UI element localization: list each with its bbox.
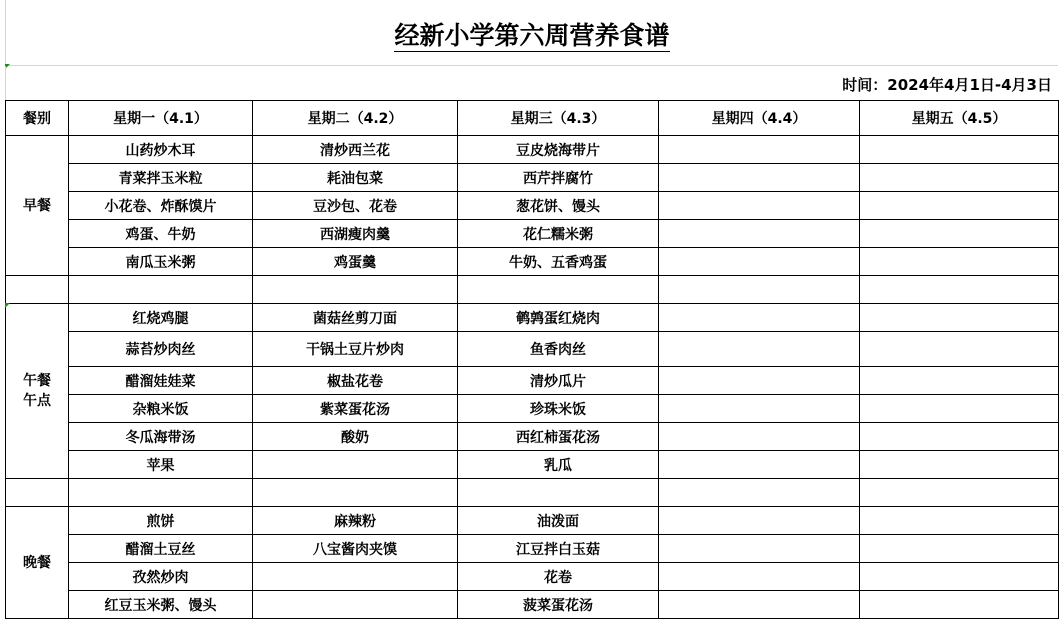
dish-cell xyxy=(860,367,1059,395)
empty-cell xyxy=(6,276,69,304)
dish-cell xyxy=(659,304,860,332)
empty-cell xyxy=(69,479,253,507)
dish-cell xyxy=(659,535,860,563)
dish-cell: 蒜苔炒肉丝 xyxy=(69,332,253,367)
table-row xyxy=(6,164,1059,192)
empty-cell xyxy=(659,479,860,507)
empty-cell xyxy=(6,479,69,507)
meal-label-text: 晚餐 xyxy=(23,554,51,571)
dish-cell xyxy=(860,395,1059,423)
cell-marker-icon xyxy=(5,303,10,308)
dish-cell xyxy=(659,395,860,423)
meal-label-breakfast xyxy=(6,136,69,276)
dish-cell xyxy=(659,164,860,192)
dish-cell: 八宝酱肉夹馍 xyxy=(253,535,458,563)
dish-cell: 乳瓜 xyxy=(458,451,659,479)
dish-cell: 花仁糯米粥 xyxy=(458,220,659,248)
meal-label-text: 午点 xyxy=(23,393,51,409)
spacer-row xyxy=(6,276,1059,304)
dish-cell: 牛奶、五香鸡蛋 xyxy=(458,248,659,276)
dish-cell xyxy=(659,451,860,479)
dish-cell: 西红柿蛋花汤 xyxy=(458,423,659,451)
dish-cell: 青菜拌玉米粒 xyxy=(69,164,253,192)
dish-cell: 油泼面 xyxy=(458,507,659,535)
meal-label-text: 午餐 xyxy=(23,373,51,389)
column-header: 星期二（4.2） xyxy=(253,101,458,136)
empty-cell xyxy=(69,276,253,304)
dish-cell xyxy=(860,304,1059,332)
dish-cell: 红豆玉米粥、馒头 xyxy=(69,591,253,619)
column-header: 星期四（4.4） xyxy=(659,101,860,136)
empty-cell xyxy=(458,276,659,304)
table-row xyxy=(6,535,1059,563)
column-header: 餐别 xyxy=(6,101,69,136)
dish-cell: 山药炒木耳 xyxy=(69,136,253,164)
dish-cell xyxy=(860,192,1059,220)
page-title xyxy=(6,16,1058,52)
dish-cell xyxy=(860,423,1059,451)
dish-cell: 葱花饼、馒头 xyxy=(458,192,659,220)
dish-cell: 醋溜土豆丝 xyxy=(69,535,253,563)
column-header: 星期五（4.5） xyxy=(860,101,1059,136)
dish-cell xyxy=(253,451,458,479)
dish-cell: 花卷 xyxy=(458,563,659,591)
dish-cell xyxy=(860,563,1059,591)
dish-cell xyxy=(860,220,1059,248)
dish-cell xyxy=(659,136,860,164)
empty-cell xyxy=(458,479,659,507)
dish-cell: 鱼香肉丝 xyxy=(458,332,659,367)
dish-cell: 西芹拌腐竹 xyxy=(458,164,659,192)
dish-cell: 鸡蛋、牛奶 xyxy=(69,220,253,248)
dish-cell xyxy=(659,248,860,276)
dish-cell: 煎饼 xyxy=(69,507,253,535)
meal-label-lunch xyxy=(6,304,69,479)
dish-cell: 酸奶 xyxy=(253,423,458,451)
dish-cell xyxy=(860,164,1059,192)
empty-cell xyxy=(659,276,860,304)
dish-cell: 耗油包菜 xyxy=(253,164,458,192)
dish-cell xyxy=(659,192,860,220)
table-row xyxy=(6,563,1059,591)
dish-cell: 干锅土豆片炒肉 xyxy=(253,332,458,367)
dish-cell: 鸡蛋羹 xyxy=(253,248,458,276)
dish-cell xyxy=(659,332,860,367)
column-header: 星期三（4.3） xyxy=(458,101,659,136)
table-row xyxy=(6,423,1059,451)
dish-cell: 紫菜蛋花汤 xyxy=(253,395,458,423)
dish-cell: 豆皮烧海带片 xyxy=(458,136,659,164)
table-row xyxy=(6,332,1059,367)
dish-cell: 清炒瓜片 xyxy=(458,367,659,395)
dish-cell: 孜然炒肉 xyxy=(69,563,253,591)
table-row xyxy=(6,451,1059,479)
empty-cell xyxy=(253,479,458,507)
empty-cell xyxy=(860,479,1059,507)
dish-cell: 菌菇丝剪刀面 xyxy=(253,304,458,332)
dish-cell xyxy=(659,423,860,451)
dish-cell: 鹌鹑蛋红烧肉 xyxy=(458,304,659,332)
table-row xyxy=(6,395,1059,423)
dish-cell: 红烧鸡腿 xyxy=(69,304,253,332)
dish-cell xyxy=(659,563,860,591)
menu-table xyxy=(5,100,1059,619)
dish-cell xyxy=(860,591,1059,619)
header-row xyxy=(6,101,1059,136)
table-row xyxy=(6,367,1059,395)
table-row xyxy=(6,220,1059,248)
dish-cell: 小花卷、炸酥馍片 xyxy=(69,192,253,220)
dish-cell xyxy=(860,507,1059,535)
date-row xyxy=(5,66,1058,100)
spacer-row xyxy=(6,479,1059,507)
empty-cell xyxy=(253,276,458,304)
table-row xyxy=(6,136,1059,164)
table-row xyxy=(6,304,1059,332)
dish-cell: 西湖瘦肉羹 xyxy=(253,220,458,248)
breakfast-section xyxy=(6,136,1059,276)
dish-cell: 杂粮米饭 xyxy=(69,395,253,423)
table-row xyxy=(6,192,1059,220)
dish-cell: 珍珠米饭 xyxy=(458,395,659,423)
meal-label-dinner xyxy=(6,507,69,619)
table-row xyxy=(6,591,1059,619)
empty-cell xyxy=(860,276,1059,304)
table-row xyxy=(6,507,1059,535)
dish-cell: 江豆拌白玉菇 xyxy=(458,535,659,563)
dish-cell xyxy=(860,136,1059,164)
dish-cell xyxy=(860,535,1059,563)
dish-cell xyxy=(253,563,458,591)
title-row xyxy=(5,0,1058,66)
table-row xyxy=(6,248,1059,276)
dish-cell: 清炒西兰花 xyxy=(253,136,458,164)
dish-cell: 菠菜蛋花汤 xyxy=(458,591,659,619)
dish-cell xyxy=(659,591,860,619)
lunch-section xyxy=(6,304,1059,479)
meal-label-text: 早餐 xyxy=(23,197,51,214)
page-title-text: 经新小学第六周营养食谱 xyxy=(394,21,670,50)
column-header: 星期一（4.1） xyxy=(69,101,253,136)
date-range: 时间：2024年4月1日-4月3日 xyxy=(842,76,1052,94)
dish-cell: 椒盐花卷 xyxy=(253,367,458,395)
dish-cell: 麻辣粉 xyxy=(253,507,458,535)
dish-cell: 苹果 xyxy=(69,451,253,479)
dish-cell: 豆沙包、花卷 xyxy=(253,192,458,220)
dish-cell: 醋溜娃娃菜 xyxy=(69,367,253,395)
dish-cell xyxy=(860,451,1059,479)
dish-cell: 南瓜玉米粥 xyxy=(69,248,253,276)
dish-cell: 冬瓜海带汤 xyxy=(69,423,253,451)
dish-cell xyxy=(860,248,1059,276)
dish-cell xyxy=(659,507,860,535)
dish-cell xyxy=(659,220,860,248)
dinner-section xyxy=(6,507,1059,619)
dish-cell xyxy=(253,591,458,619)
dish-cell xyxy=(659,367,860,395)
dish-cell xyxy=(860,332,1059,367)
